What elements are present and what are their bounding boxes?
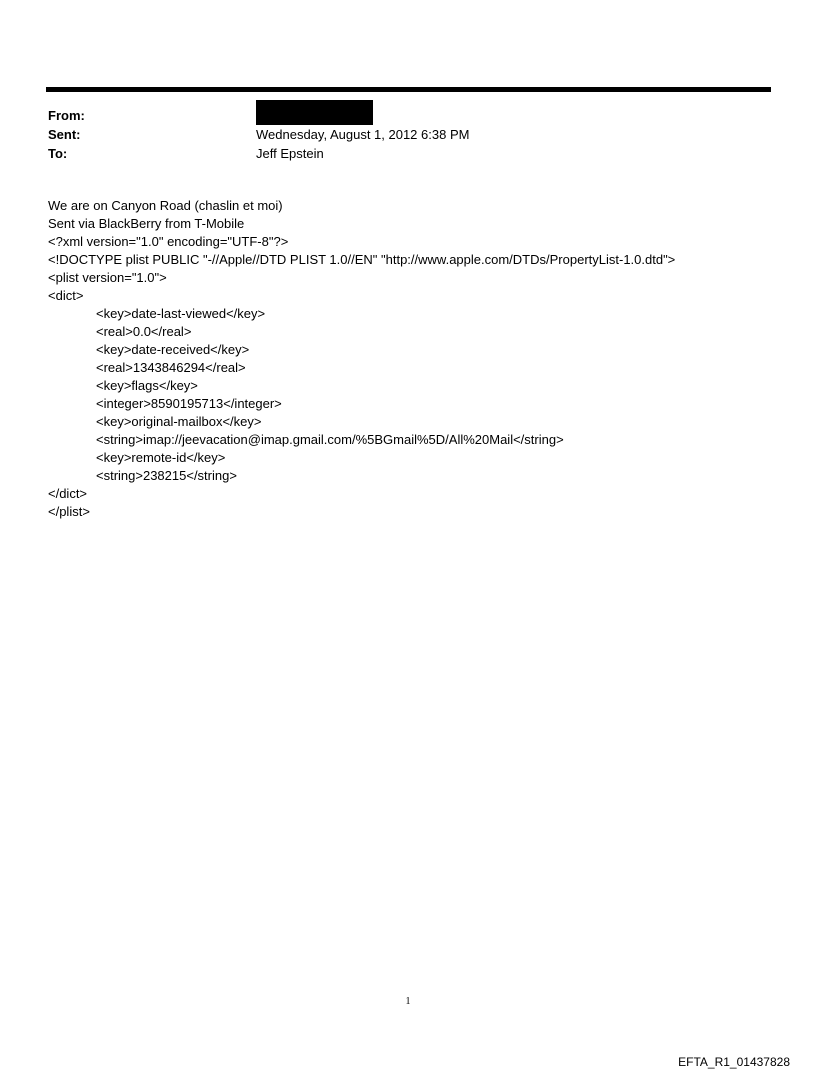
email-body <box>48 197 788 521</box>
body-line: <real>1343846294</real> <box>96 360 246 375</box>
body-line: <key>date-received</key> <box>96 342 250 357</box>
email-header <box>48 106 768 163</box>
to-label: To: <box>48 146 68 161</box>
body-line: <key>remote-id</key> <box>96 450 226 465</box>
body-line: <dict> <box>48 288 84 303</box>
from-label: From: <box>48 108 85 123</box>
body-line: <?xml version="1.0" encoding="UTF-8"?> <box>48 234 289 249</box>
body-line: We are on Canyon Road (chaslin et moi) <box>48 198 283 213</box>
header-divider <box>46 87 771 92</box>
document-id: EFTA_R1_01437828 <box>678 1055 790 1069</box>
from-value <box>256 106 768 125</box>
body-line: <key>flags</key> <box>96 378 198 393</box>
sent-row <box>48 125 768 144</box>
body-line: <string>imap://jeevacation@imap.gmail.com/%5BGmail%5D/All%20Mail</string> <box>96 432 564 447</box>
sent-value: Wednesday, August 1, 2012 6:38 PM <box>256 127 470 142</box>
body-line: <integer>8590195713</integer> <box>96 396 282 411</box>
to-value: Jeff Epstein <box>256 146 324 161</box>
redaction-box <box>256 100 373 125</box>
body-line: <plist version="1.0"> <box>48 270 167 285</box>
body-line: </plist> <box>48 504 90 519</box>
page-number: 1 <box>405 996 411 1007</box>
body-line: </dict> <box>48 486 88 501</box>
body-line: <!DOCTYPE plist PUBLIC "-//Apple//DTD PLIST 1.0//EN" "http://www.apple.com/DTDs/PropertyList-1.0.dtd"> <box>48 252 676 267</box>
sent-label: Sent: <box>48 127 81 142</box>
body-line: <real>0.0</real> <box>96 324 192 339</box>
body-line: Sent via BlackBerry from T-Mobile <box>48 216 245 231</box>
body-line: <key>date-last-viewed</key> <box>96 306 266 321</box>
body-line: <string>238215</string> <box>96 468 237 483</box>
to-row <box>48 144 768 163</box>
from-row <box>48 106 768 125</box>
body-line: <key>original-mailbox</key> <box>96 414 262 429</box>
